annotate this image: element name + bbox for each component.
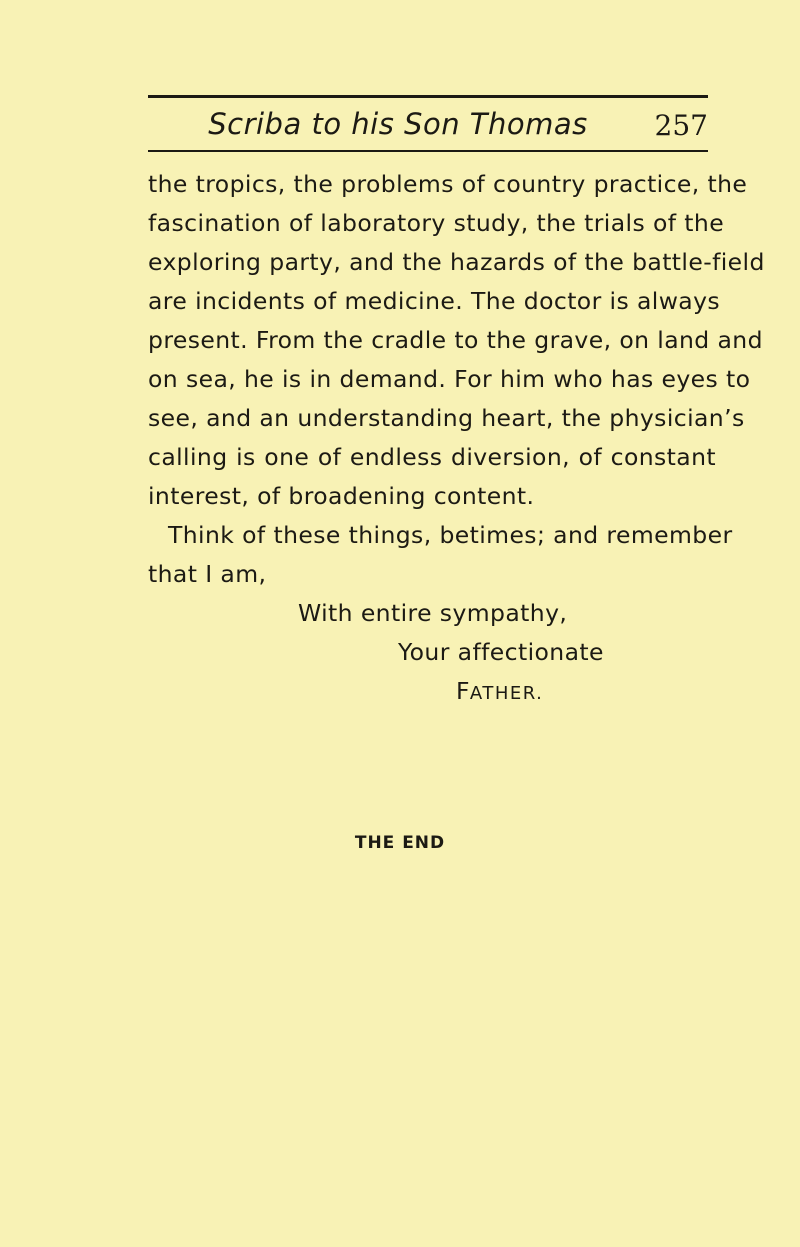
header-bottom-rule — [148, 150, 708, 152]
text-line: fascination of laboratory study, the trials of the — [148, 209, 725, 237]
text-line: the tropics, the problems of country practice, the — [148, 170, 748, 198]
text-line: calling is one of endless diversion, of constant — [148, 443, 716, 471]
text-line: see, and an understanding heart, the physician’s — [148, 404, 745, 432]
letter-body — [148, 165, 765, 711]
text-line: interest, of broadening content. — [148, 482, 535, 510]
text-line: are incidents of medicine. The doctor is always — [148, 287, 721, 315]
header-top-rule — [148, 95, 708, 98]
closing-sympathy: With entire sympathy, — [298, 599, 568, 627]
text-line: on sea, he is in demand. For him who has eyes to — [148, 365, 751, 393]
signature-initial: F — [456, 677, 470, 705]
text-line: that I am, — [148, 560, 267, 588]
text-line: exploring party, and the hazards of the battle-field — [148, 248, 765, 276]
signature — [148, 672, 716, 711]
running-title: Scriba to his Son Thomas — [208, 107, 588, 141]
the-end: THE END — [354, 833, 446, 853]
page-number: 257 — [654, 109, 708, 142]
text-line: present. From the cradle to the grave, on land and — [148, 326, 763, 354]
text-line: Think of these things, betimes; and remember — [168, 521, 733, 549]
closing-affectionate: Your affectionate — [398, 638, 604, 666]
running-head — [148, 104, 708, 144]
signature-rest: ATHER. — [469, 683, 544, 704]
